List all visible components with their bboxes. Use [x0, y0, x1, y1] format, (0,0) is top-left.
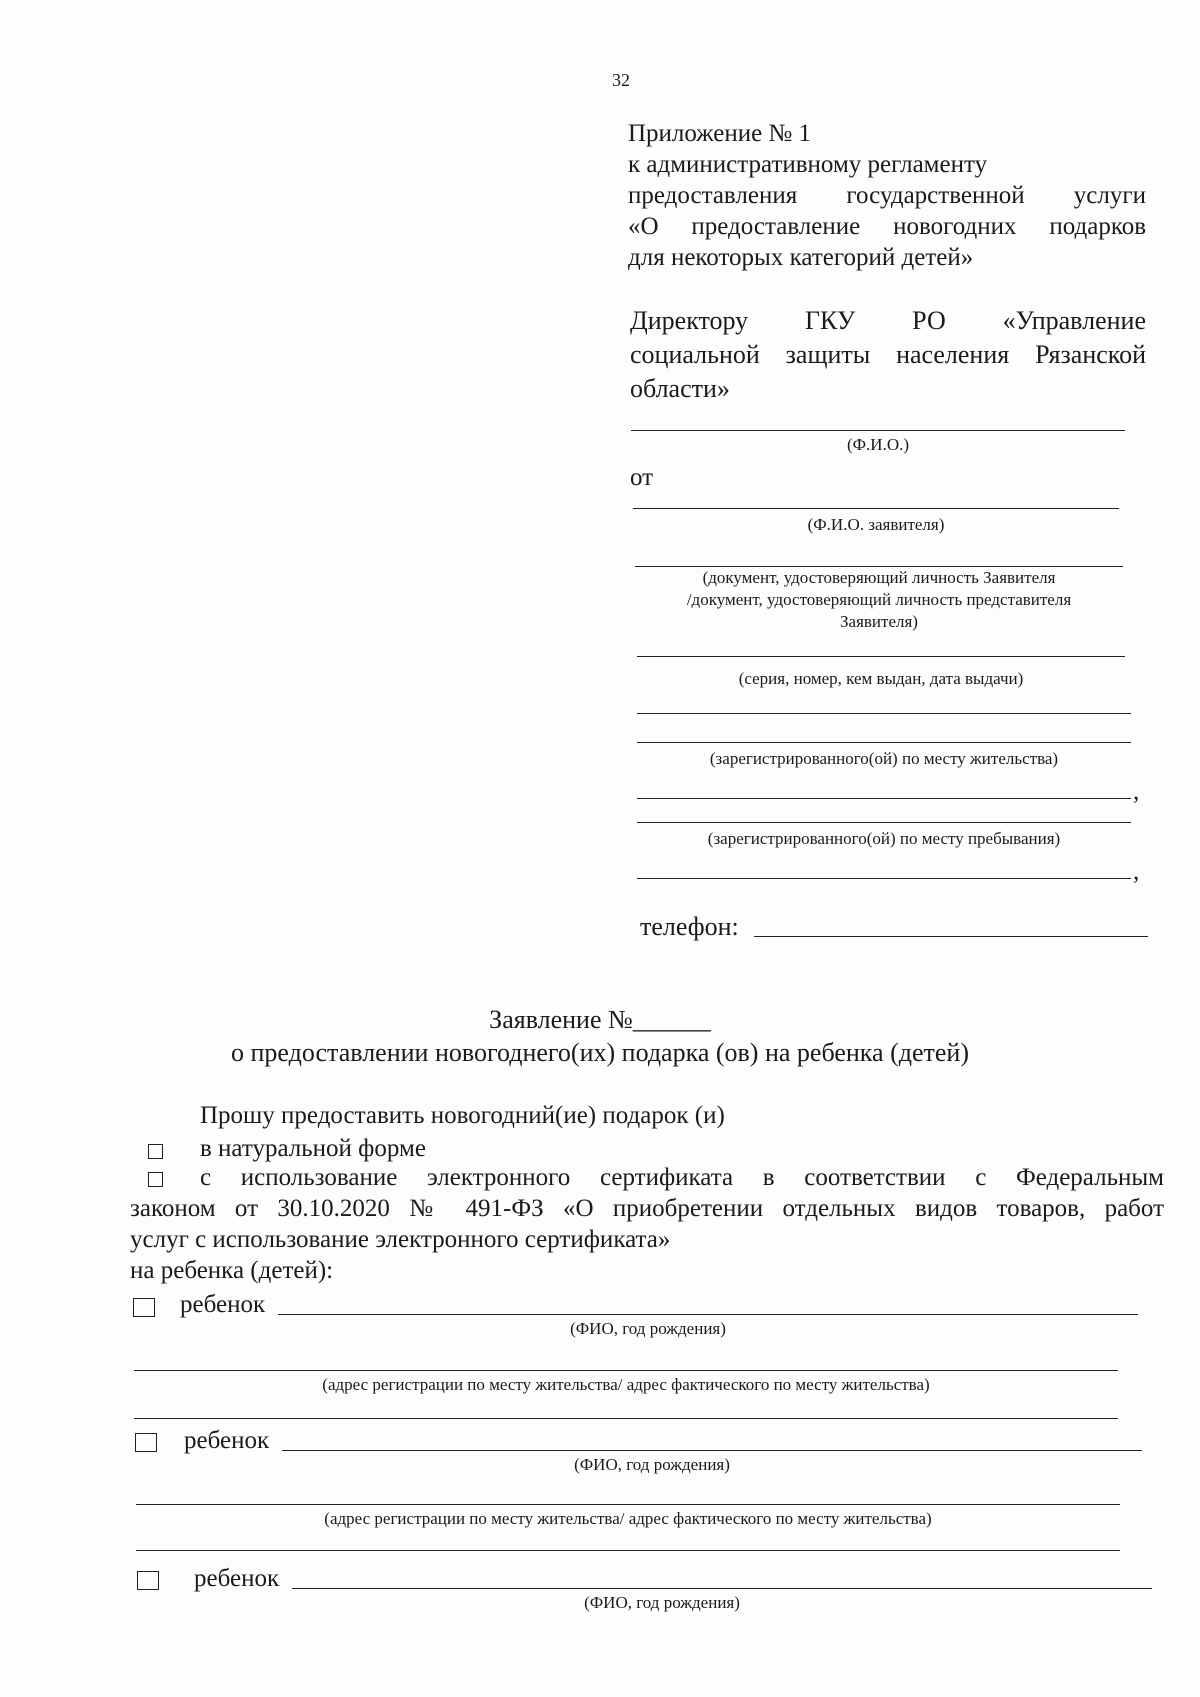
child-caption: (ФИО, год рождения)	[584, 1593, 740, 1612]
appendix-title: Приложение № 1	[628, 120, 812, 147]
residence-line-1[interactable]	[637, 713, 1131, 714]
appendix-header	[628, 118, 1146, 273]
certificate-label-line: с использование электронного сертификата в соответствии с Федеральным	[200, 1164, 1164, 1191]
natural-form-checkbox[interactable]	[148, 1144, 163, 1159]
from-label: от	[630, 464, 654, 491]
phone-line[interactable]	[754, 936, 1148, 937]
request-text: Прошу предоставить новогодний(ие) подарок (и)	[200, 1102, 725, 1129]
addressee-line: области»	[630, 374, 730, 403]
address-caption: (адрес регистрации по месту жительства/ адрес фактического по месту жительства)	[324, 1509, 932, 1528]
addressee-line: социальной защиты населения Рязанской	[630, 340, 1146, 369]
child-caption: (ФИО, год рождения)	[574, 1455, 730, 1474]
applicant-name-line[interactable]	[633, 508, 1119, 509]
comma-mark: ,	[1133, 778, 1140, 805]
child-name-line[interactable]	[292, 1588, 1152, 1589]
residence-line-2[interactable]	[637, 742, 1131, 743]
series-caption: (серия, номер, кем выдан, дата выдачи)	[738, 669, 1024, 688]
child-caption: (ФИО, год рождения)	[570, 1319, 726, 1338]
address-line[interactable]	[134, 1418, 1118, 1419]
child-checkbox[interactable]	[137, 1571, 159, 1590]
appendix-line: предоставления государственной услуги	[628, 182, 1146, 209]
child-checkbox[interactable]	[135, 1433, 157, 1452]
appendix-line: к административному регламенту	[628, 151, 988, 178]
for-children-label: на ребенка (детей):	[130, 1257, 334, 1284]
statement-subtitle: о предоставлении новогоднего(их) подарка (ов) на ребенка (детей)	[231, 1038, 969, 1067]
stay-line-2[interactable]	[637, 878, 1131, 879]
comma-mark: ,	[1133, 858, 1140, 885]
appendix-line: «О предоставление новогодних подарков	[628, 213, 1146, 240]
natural-form-label: в натуральной форме	[200, 1135, 426, 1162]
certificate-checkbox[interactable]	[148, 1172, 163, 1187]
child-label: ребенок	[194, 1565, 280, 1592]
statement-title: Заявление №______	[489, 1005, 711, 1034]
address-line[interactable]	[134, 1370, 1118, 1371]
series-line[interactable]	[637, 656, 1125, 657]
residence-line-3[interactable]	[637, 798, 1131, 799]
child-name-line[interactable]	[282, 1450, 1142, 1451]
address-line[interactable]	[136, 1550, 1120, 1551]
certificate-label-line: законом от 30.10.2020 № 491-ФЗ «О приобретении отдельных видов товаров, работ	[130, 1195, 1164, 1222]
child-name-line[interactable]	[278, 1314, 1138, 1315]
addressee-line: Директору ГКУ РО «Управление	[630, 306, 1146, 335]
child-checkbox[interactable]	[133, 1298, 155, 1317]
appendix-line: для некоторых категорий детей»	[628, 244, 974, 271]
address-line[interactable]	[136, 1504, 1120, 1505]
child-label: ребенок	[184, 1427, 270, 1454]
addressee-block	[630, 304, 1146, 406]
stay-caption: (зарегистрированного(ой) по месту пребывания)	[707, 829, 1061, 848]
child-label: ребенок	[180, 1291, 266, 1318]
stay-line-1[interactable]	[637, 822, 1131, 823]
fio-caption: (Ф.И.О.)	[846, 435, 910, 454]
certificate-label-line: услуг с использование электронного сертификата»	[130, 1226, 671, 1253]
page-number: 32	[612, 70, 630, 90]
address-caption: (адрес регистрации по месту жительства/ адрес фактического по месту жительства)	[322, 1375, 930, 1394]
residence-caption: (зарегистрированного(ой) по месту жительства)	[709, 749, 1059, 768]
fio-line[interactable]	[631, 430, 1125, 431]
phone-label: телефон:	[640, 912, 739, 941]
applicant-caption: (Ф.И.О. заявителя)	[807, 515, 945, 534]
document-caption: (документ, удостоверяющий личность Заявителя /документ, удостоверяющий личность представителя Заявителя)	[686, 568, 1072, 631]
